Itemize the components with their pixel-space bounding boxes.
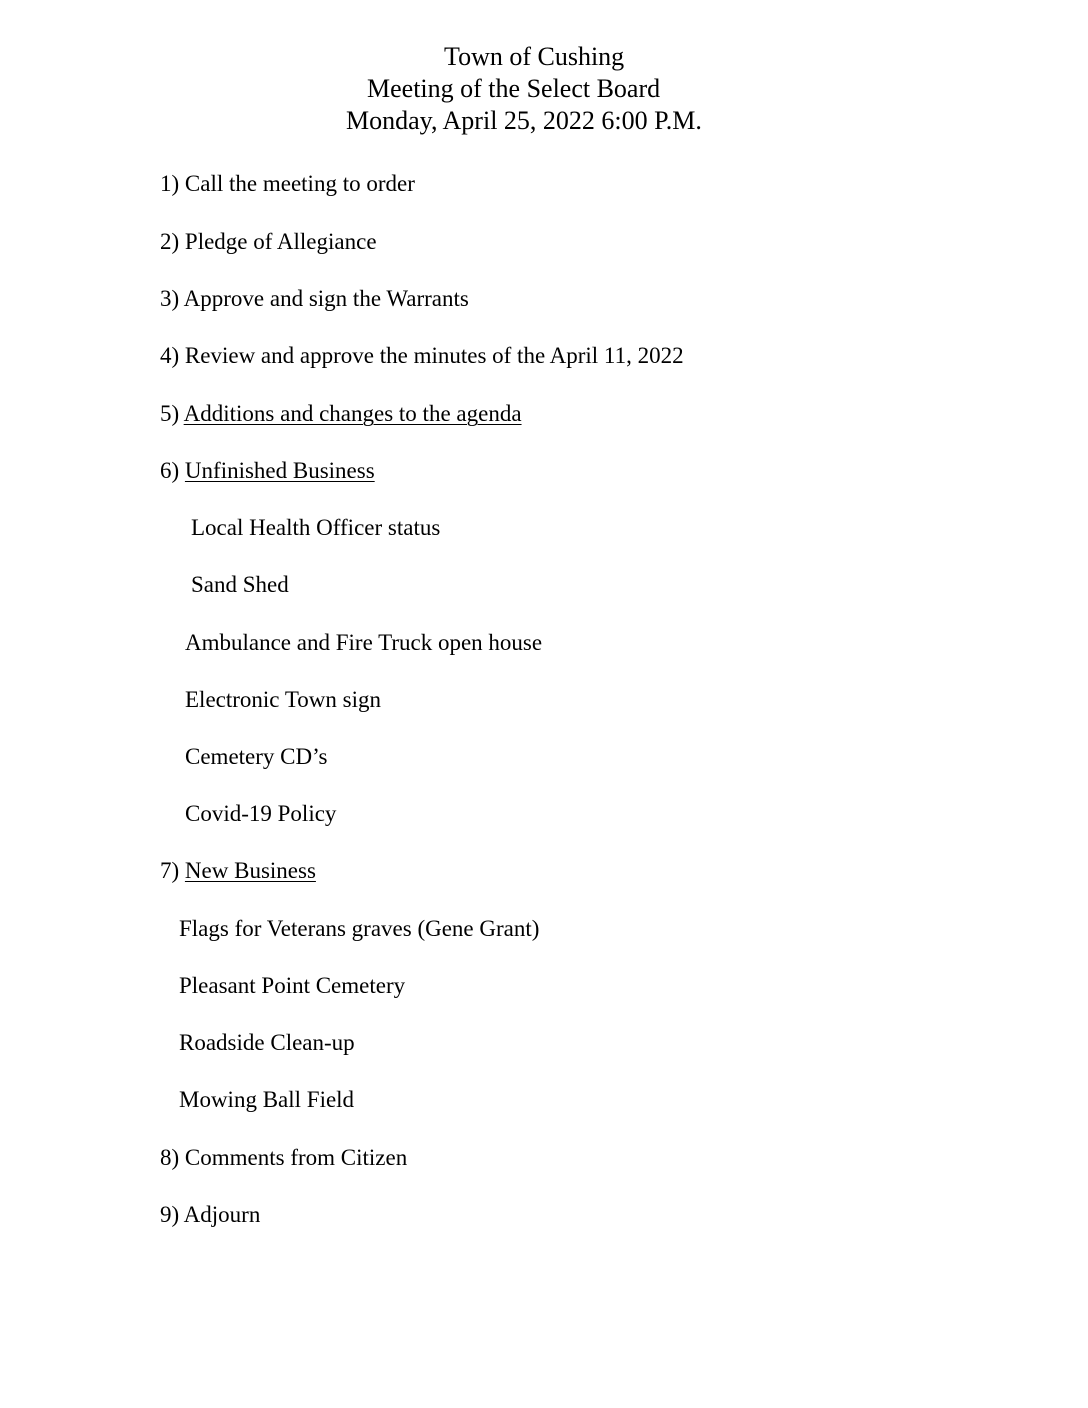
meeting-title: Meeting of the Select Board bbox=[367, 74, 661, 103]
unfinished-subitem: Local Health Officer status bbox=[191, 515, 441, 540]
agenda-item-text: Additions and changes to the agenda bbox=[183, 401, 522, 426]
agenda-item-number: 8) bbox=[160, 1145, 180, 1170]
agenda-item-5 bbox=[160, 400, 522, 428]
unfinished-subitem: Cemetery CD’s bbox=[185, 744, 328, 769]
agenda-item-9 bbox=[160, 1201, 260, 1229]
agenda-item-number: 7) bbox=[160, 858, 180, 883]
agenda-item-number: 6) bbox=[160, 458, 180, 483]
agenda-item-1 bbox=[160, 170, 415, 198]
agenda-item-text: Call the meeting to order bbox=[184, 171, 415, 196]
agenda-item-4 bbox=[160, 342, 684, 370]
new-business-subitem: Pleasant Point Cemetery bbox=[179, 973, 406, 998]
agenda-item-number: 5) bbox=[160, 401, 180, 426]
agenda-item-6 bbox=[160, 457, 375, 485]
agenda-item-text: Adjourn bbox=[183, 1202, 261, 1227]
agenda-item-2 bbox=[160, 228, 377, 256]
agenda-item-number: 2) bbox=[160, 229, 180, 254]
agenda-item-8 bbox=[160, 1144, 407, 1172]
agenda-item-number: 1) bbox=[160, 171, 180, 196]
unfinished-subitem: Sand Shed bbox=[191, 572, 289, 597]
new-business-subitem: Flags for Veterans graves (Gene Grant) bbox=[179, 916, 540, 941]
agenda-item-text: Review and approve the minutes of the April 11, 2022 bbox=[184, 343, 684, 368]
agenda-item-7 bbox=[160, 857, 316, 885]
agenda-item-text: Comments from Citizen bbox=[184, 1145, 408, 1170]
agenda-item-text: New Business bbox=[184, 858, 316, 883]
new-business-subitem: Mowing Ball Field bbox=[179, 1087, 355, 1112]
new-business-subitem: Roadside Clean-up bbox=[179, 1030, 355, 1055]
unfinished-subitem: Covid-19 Policy bbox=[185, 801, 337, 826]
agenda-item-number: 9) bbox=[160, 1202, 180, 1227]
town-title: Town of Cushing bbox=[444, 42, 625, 71]
meeting-datetime: Monday, April 25, 2022 6:00 P.M. bbox=[346, 106, 702, 135]
agenda-item-text: Approve and sign the Warrants bbox=[183, 286, 469, 311]
agenda-item-number: 3) bbox=[160, 286, 180, 311]
agenda-item-text: Unfinished Business bbox=[184, 458, 375, 483]
agenda-item-text: Pledge of Allegiance bbox=[184, 229, 377, 254]
unfinished-subitem: Electronic Town sign bbox=[185, 687, 381, 712]
agenda-item-number: 4) bbox=[160, 343, 180, 368]
unfinished-subitem: Ambulance and Fire Truck open house bbox=[185, 630, 543, 655]
agenda-item-3 bbox=[160, 285, 469, 313]
